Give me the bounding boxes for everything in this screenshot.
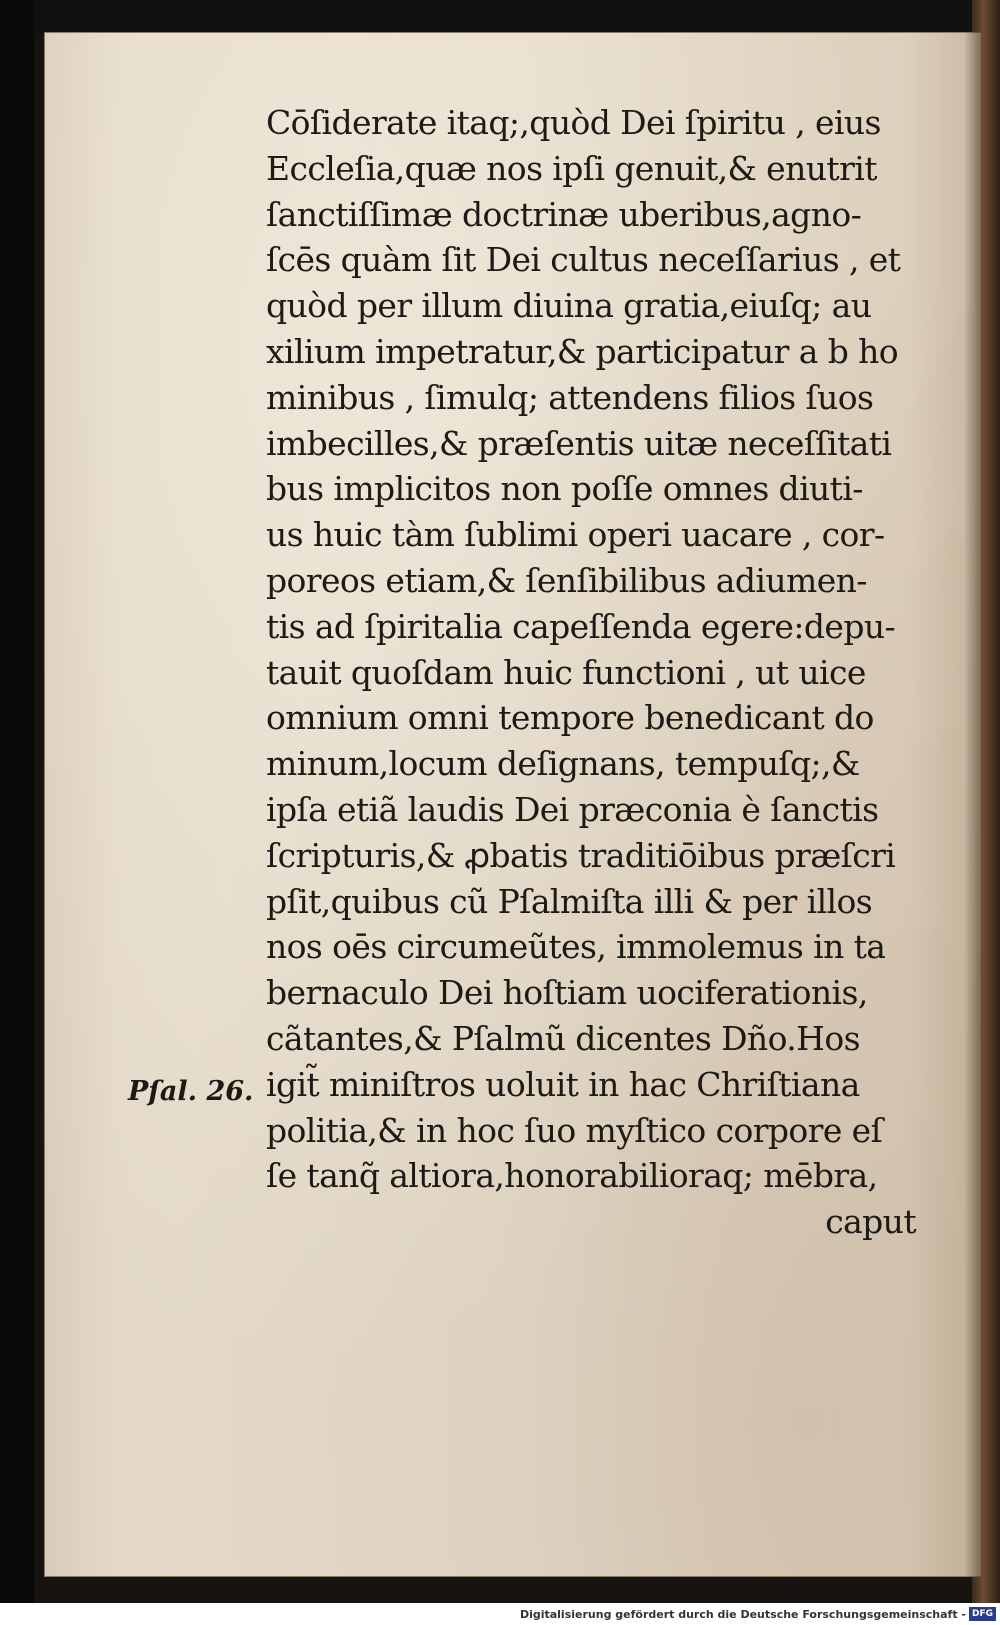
text-line: quòd per illum diuina gratia,eiuſq; au	[266, 286, 872, 326]
funding-credit: Digitalisierung gefördert durch die Deutsche Forschungsgemeinschaft -	[519, 1608, 966, 1621]
text-line: omnium omni tempore benedicant do	[266, 698, 874, 738]
text-line: igit̃ miniſtros uoluit in hac Chriſtiana	[266, 1064, 860, 1104]
text-line: pſit,quibus cũ Pſalmiſta illi & per illos	[266, 881, 873, 921]
text-line: poreos etiam,& ſenſibilibus adiumen-	[266, 560, 867, 600]
text-line: us huic tàm ſublimi operi uacare , cor-	[266, 515, 885, 555]
text-line: minibus , ſimulq; attendens filios ſuos	[266, 377, 874, 417]
scan-top-border	[0, 0, 1000, 34]
text-line: politia,& in hoc ſuo myſtico corpore eſ	[266, 1110, 883, 1150]
text-line: Eccleſia,quæ nos ipſi genuit,& enutrit	[266, 148, 877, 188]
scan-left-border	[0, 0, 34, 1625]
book-page	[44, 32, 982, 1577]
text-line: cãtantes,& Pſalmũ dicentes Dño.Hos	[266, 1018, 860, 1058]
text-line: tauit quoſdam huic functioni , ut uice	[266, 652, 866, 692]
text-line: tis ad ſpiritalia capeſſenda egere:depu-	[266, 606, 896, 646]
text-line: ſcēs quàm ſit Dei cultus neceſſarius , et	[266, 240, 901, 280]
text-line: xilium impetratur,& participatur a b ho	[266, 331, 899, 371]
text-line: Cōſiderate itaq;,quòd Dei ſpiritu , eius	[266, 103, 881, 142]
text-line: minum,locum deſignans, tempuſq;,&	[266, 744, 860, 784]
catchword: caput	[825, 1202, 916, 1242]
page-edge-shadow	[964, 32, 982, 1577]
text-line: bus implicitos non poſſe omnes diuti-	[266, 469, 863, 509]
text-line: ſanctiſſimæ doctrinæ uberibus,agno-	[266, 194, 862, 234]
text-line: ſcripturis,& ꝓbatis traditiōibus præſcri	[266, 835, 896, 875]
text-line: bernaculo Dei hoſtiam uociferationis,	[266, 973, 868, 1013]
text-line: nos oēs circumeũtes, immolemus in ta	[266, 927, 886, 967]
text-line: ſe tanq̃ altiora,honorabilioraq; mēbra,	[266, 1156, 878, 1196]
text-line: imbecilles,& præſentis uitæ neceſſitati	[266, 423, 892, 463]
body-text	[266, 100, 956, 1245]
dfg-logo: DFG	[969, 1607, 996, 1621]
marginal-note: Pſal. 26.	[128, 1076, 254, 1107]
text-line: ipſa etiã laudis Dei præconia è ſanctis	[266, 789, 879, 829]
footer-bar	[0, 1603, 1000, 1625]
